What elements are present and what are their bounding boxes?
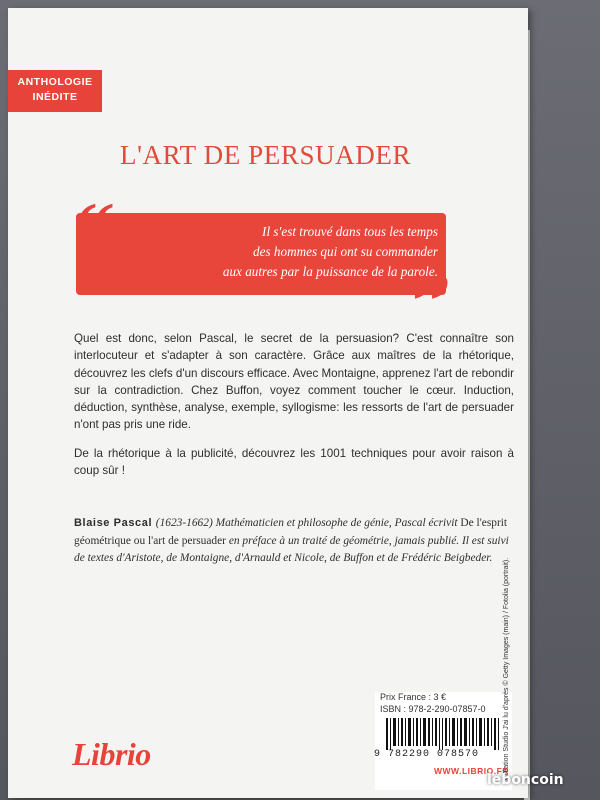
book-title: L'ART DE PERSUADER [120,140,412,170]
quote-line-2: des hommes qui ont su commander [253,244,438,259]
barcode-number: 9 782290 078570 [374,749,480,760]
badge-line-1: ANTHOLOGIE [17,76,93,88]
description-paragraph-2: De la rhétorique à la publicité, découvrez les 1001 techniques pour avoir raison à coup sûr ! [74,446,514,478]
price-label: Prix France : 3 € [380,692,447,702]
book-back-cover [8,8,528,798]
librio-logo: Librio [72,736,151,772]
isbn-label: ISBN : 978-2-290-07857-0 [380,704,486,714]
bio-text-2: en préface à un traité de géométrie, jamais publié. Il est suivi de textes d'Aristote, de Montaigne, d'Arnauld et Nicole, de Buffon et de Frédéric Beigbeder. [74,534,509,564]
description-paragraph-1: Quel est donc, selon Pascal, le secret de la persuasion? C'est connaître son interlocuteur et s'adapter à son caractère. Grâce aux maîtres de la rhétorique, découvrez les clefs d'un discours efficace. Avec Montaigne, apprenez l'art de rebondir sur la contradiction. Chez Buffon, voyez comment toucher le cœur. Induction, déduction, synthèse, analyse, exemple, syllogisme: les ressorts de l'art de persuader n'ont pas pris une ride. [74,332,514,432]
website-label: WWW.LIBRIO.FR [434,766,509,776]
author-name: Blaise Pascal [74,517,156,529]
close-quote-icon: ” [412,257,451,344]
open-quote-icon: “ [76,186,115,273]
author-dates: (1623-1662) [155,517,216,529]
author-bio [74,515,516,568]
badge-line-2: INÉDITE [32,91,78,103]
quote-line-3: aux autres par la puissance de la parole. [222,264,438,279]
barcode-icon [386,718,506,750]
watermark: leboncoin [487,772,564,788]
photo-credit: Création Studio J'ai lu d'après © Getty Images (main) / Fotolia (portrait). [503,557,510,780]
quote-line-1: Il s'est trouvé dans tous les temps [262,224,438,239]
bio-work-title: De l'esprit géométrique ou l'art de persuader [74,517,508,547]
quote-text [138,222,438,282]
description [74,330,514,490]
anthology-badge [8,70,102,112]
bio-text-1: Mathématicien et philosophe de génie, Pascal écrivit [215,517,461,529]
